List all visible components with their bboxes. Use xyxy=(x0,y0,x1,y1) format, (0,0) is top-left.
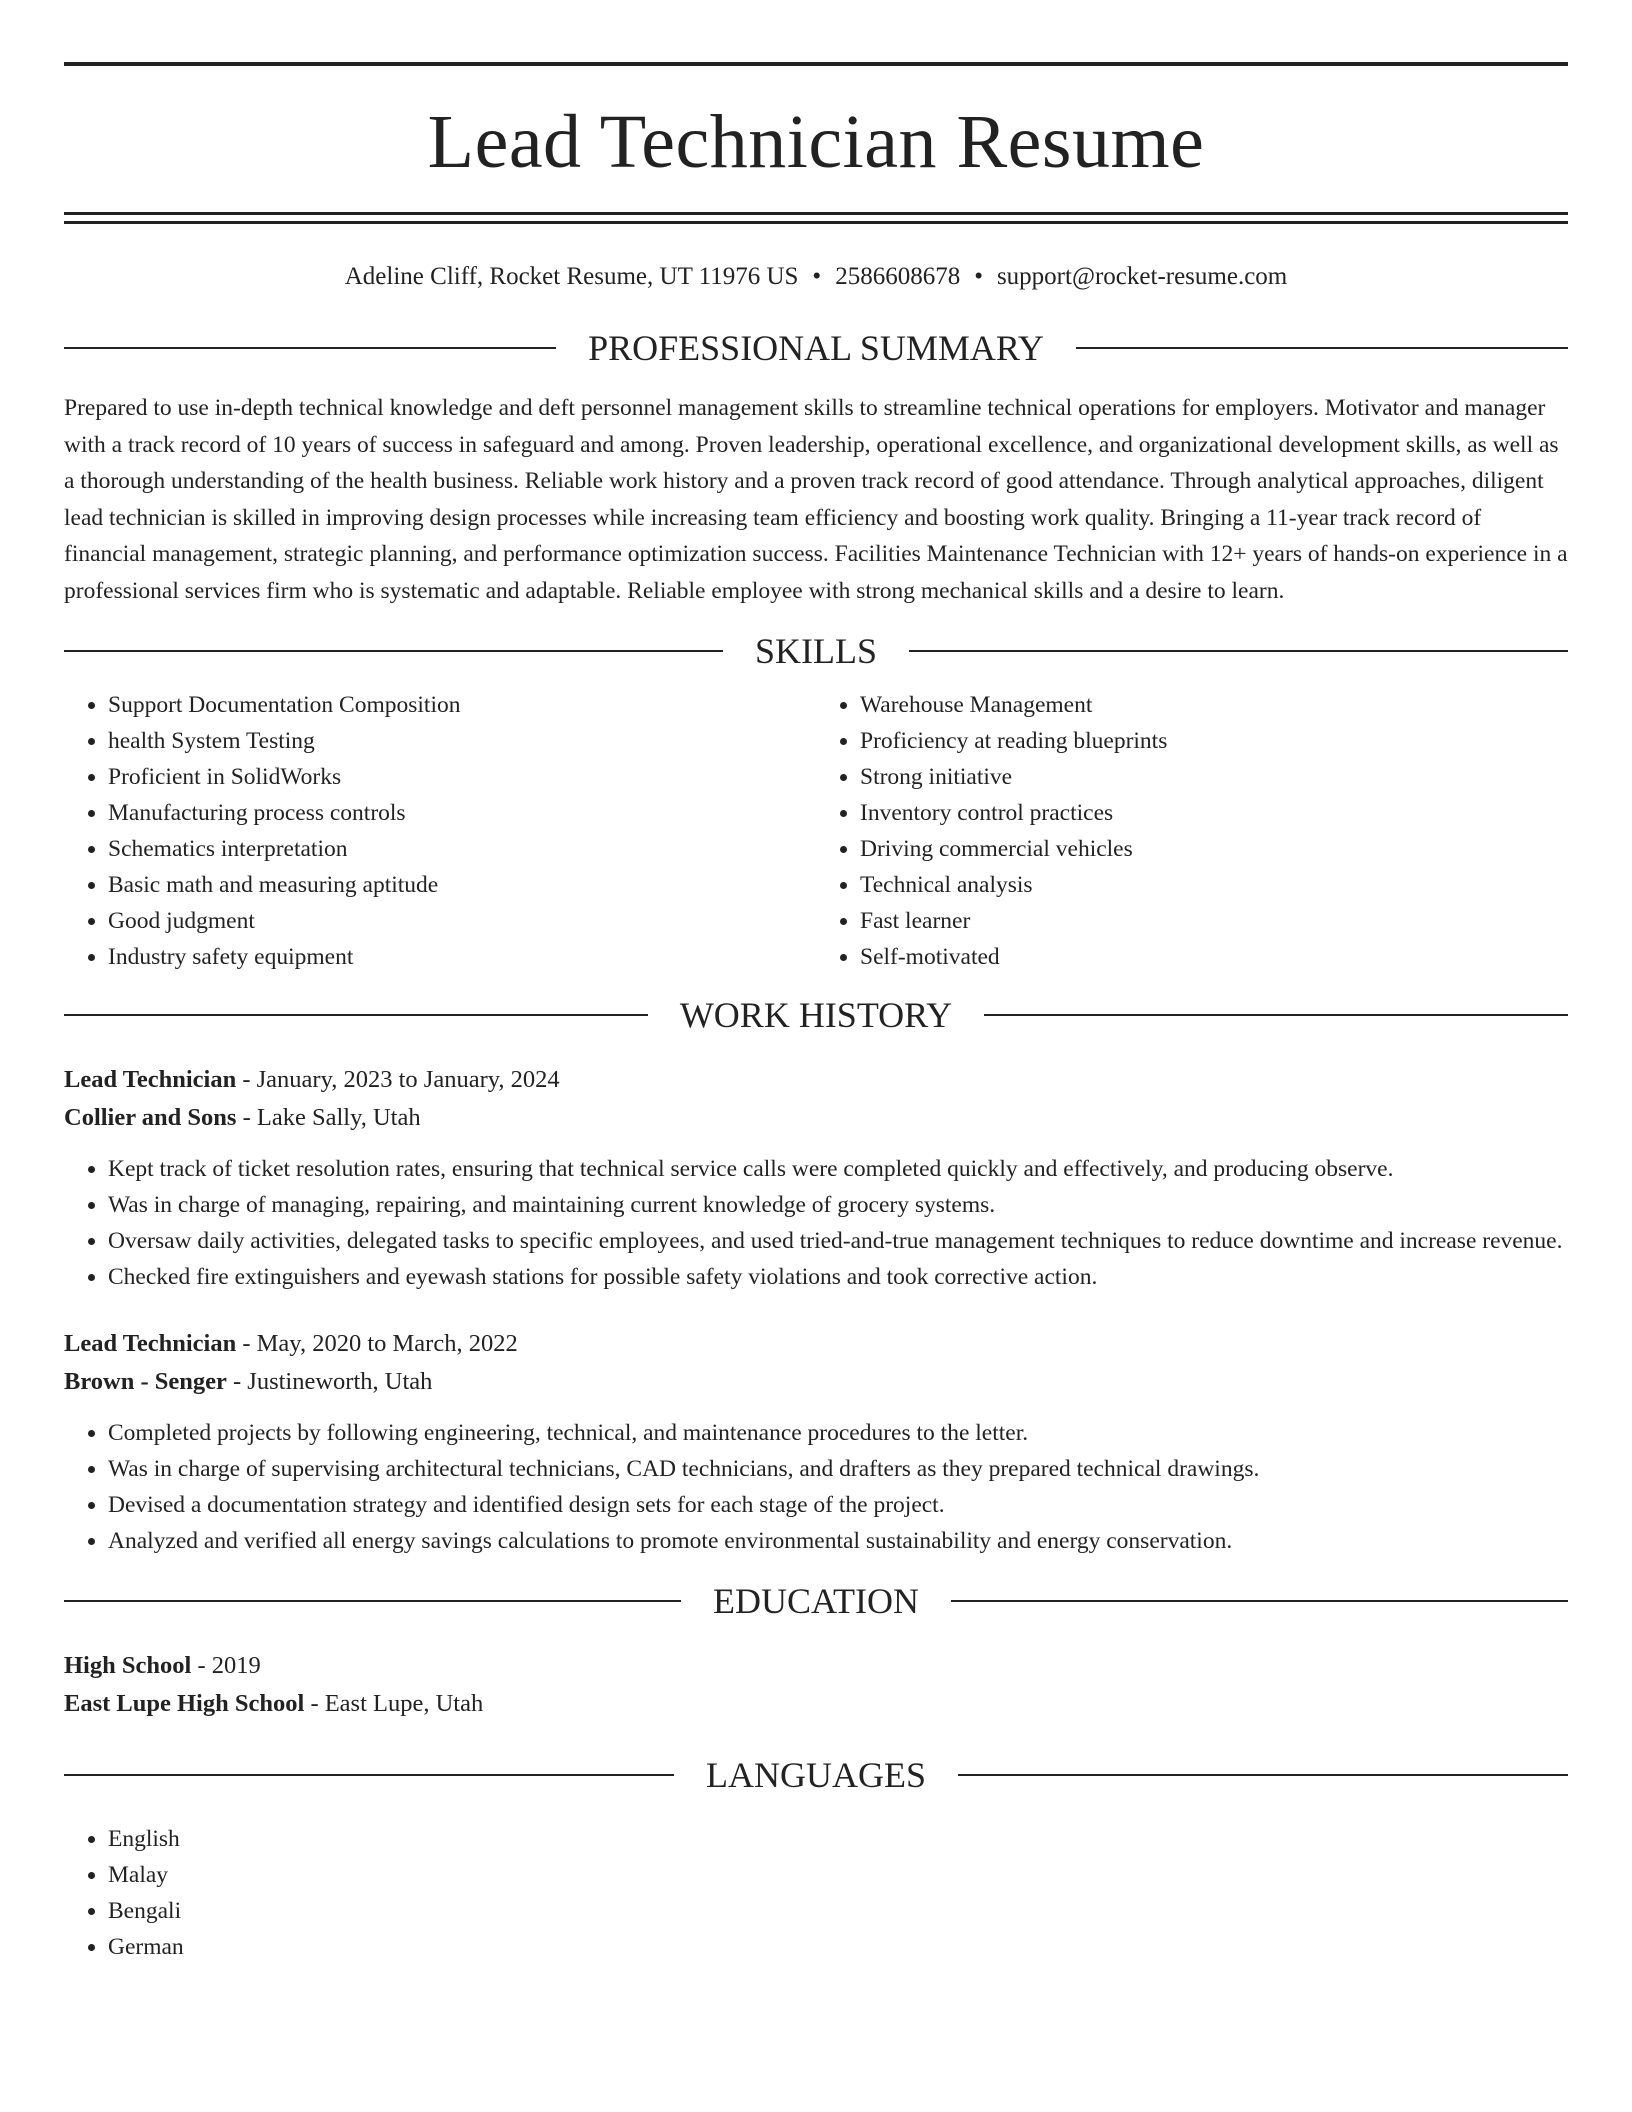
skill-item: • Industry safety equipment xyxy=(108,939,816,975)
job-dates: - January, 2023 to January, 2024 xyxy=(236,1066,560,1093)
job-bullet: • Analyzed and verified all energy savings calculations to promote environmental sustainability and energy conservation. xyxy=(108,1523,1568,1559)
skill-item: • Self-motivated xyxy=(860,939,1568,975)
skill-item: • health System Testing xyxy=(108,723,816,759)
skills-column-right xyxy=(816,687,1568,975)
job-title: Lead Technician xyxy=(64,1066,237,1093)
skill-item: • Fast learner xyxy=(860,903,1568,939)
language-item: • German xyxy=(108,1929,1568,1965)
education-school-line xyxy=(64,1685,1568,1723)
contact-phone: 2586608678 xyxy=(835,263,961,290)
heading-rule xyxy=(64,1600,681,1602)
job-company-line xyxy=(64,1099,1568,1137)
section-heading-label: SKILLS xyxy=(755,631,878,671)
job-bullet: • Was in charge of supervising architectural technicians, CAD technicians, and drafters as they prepared technical drawings. xyxy=(108,1451,1568,1487)
heading-rule xyxy=(64,650,723,652)
heading-rule xyxy=(64,1774,674,1776)
education-school: East Lupe High School xyxy=(64,1690,305,1717)
job-bullet: • Devised a documentation strategy and identified design sets for each stage of the project. xyxy=(108,1487,1568,1523)
contact-address: Adeline Cliff, Rocket Resume, UT 11976 US xyxy=(344,263,799,290)
job-title: Lead Technician xyxy=(64,1330,237,1357)
skill-item: • Basic math and measuring aptitude xyxy=(108,867,816,903)
skill-item: • Driving commercial vehicles xyxy=(860,831,1568,867)
job-bullet: • Oversaw daily activities, delegated tasks to specific employees, and used tried-and-true management techniques to reduce downtime and increase revenue. xyxy=(108,1223,1568,1259)
contact-line xyxy=(64,262,1568,292)
language-item: • Malay xyxy=(108,1857,1568,1893)
job-company: Collier and Sons xyxy=(64,1104,237,1131)
page-title: Lead Technician Resume xyxy=(427,100,1205,184)
skill-item: • Inventory control practices xyxy=(860,795,1568,831)
job-location: - Justineworth, Utah xyxy=(226,1368,433,1395)
heading-rule xyxy=(951,1600,1568,1602)
education-year: - 2019 xyxy=(191,1652,261,1679)
skills-list xyxy=(64,687,1568,975)
language-item: • English xyxy=(108,1821,1568,1857)
job-company-line xyxy=(64,1363,1568,1401)
job-dates: - May, 2020 to March, 2022 xyxy=(236,1330,518,1357)
heading-rule xyxy=(1076,347,1568,349)
top-rule xyxy=(64,62,1568,66)
job-entry xyxy=(64,1061,1568,1295)
skill-item: • Strong initiative xyxy=(860,759,1568,795)
job-bullet: • Completed projects by following engineering, technical, and maintenance procedures to the letter. xyxy=(108,1415,1568,1451)
job-location: - Lake Sally, Utah xyxy=(236,1104,421,1131)
section-heading-label: EDUCATION xyxy=(713,1581,919,1621)
title-double-rule xyxy=(64,212,1568,224)
skill-item: • Technical analysis xyxy=(860,867,1568,903)
job-company: Brown - Senger xyxy=(64,1368,227,1395)
section-heading-skills xyxy=(64,633,1568,669)
skill-item: • Proficient in SolidWorks xyxy=(108,759,816,795)
heading-rule xyxy=(909,650,1568,652)
job-bullet-list xyxy=(64,1151,1568,1295)
education-degree: High School xyxy=(64,1652,192,1679)
job-bullet: • Checked fire extinguishers and eyewash stations for possible safety violations and took corrective action. xyxy=(108,1259,1568,1295)
section-heading-education xyxy=(64,1583,1568,1619)
section-heading-label: LANGUAGES xyxy=(706,1755,926,1795)
section-heading-label: PROFESSIONAL SUMMARY xyxy=(588,328,1044,368)
section-heading-work-history xyxy=(64,997,1568,1033)
skill-item: • Warehouse Management xyxy=(860,687,1568,723)
contact-email[interactable]: support@rocket-resume.com xyxy=(996,263,1288,290)
job-title-line xyxy=(64,1061,1568,1099)
job-bullet: • Was in charge of managing, repairing, and maintaining current knowledge of grocery systems. xyxy=(108,1187,1568,1223)
education-degree-line xyxy=(64,1647,1568,1685)
skill-item: • Support Documentation Composition xyxy=(108,687,816,723)
education-location: - East Lupe, Utah xyxy=(304,1690,484,1717)
contact-separator: • xyxy=(812,263,822,290)
heading-rule xyxy=(958,1774,1568,1776)
skill-item: • Manufacturing process controls xyxy=(108,795,816,831)
job-bullet-list xyxy=(64,1415,1568,1559)
section-heading-label: WORK HISTORY xyxy=(679,995,953,1035)
heading-rule xyxy=(984,1014,1568,1016)
section-heading-languages xyxy=(64,1757,1568,1793)
language-item: • Bengali xyxy=(108,1893,1568,1929)
summary-text: Prepared to use in-depth technical knowledge and deft personnel management skills to streamline technical operations for employers. Motivator and manager with a track record of 10 years of success in safeguard and among. Proven leadership, operational excellence, and organizational development skills, as well as a thorough understanding of the health business. Reliable work history and a proven track record of good attendance. Through analytical approaches, diligent lead technician is skilled in improving design processes while increasing team efficiency and boosting work quality. Bringing a 11-year track record of financial management, strategic planning, and performance optimization success. Facilities Maintenance Technician with 12+ years of hands-on experience in a professional services firm who is systematic and adaptable. Reliable employee with strong mechanical skills and a desire to learn. xyxy=(64,395,1568,604)
job-entry xyxy=(64,1325,1568,1559)
contact-separator: • xyxy=(974,263,983,290)
skill-item: • Schematics interpretation xyxy=(108,831,816,867)
languages-list xyxy=(64,1821,1568,1965)
education-entry xyxy=(64,1647,1568,1723)
section-heading-summary xyxy=(64,330,1568,366)
skills-column-left xyxy=(64,687,816,975)
job-bullet: • Kept track of ticket resolution rates, ensuring that technical service calls were completed quickly and effectively, and producing observe. xyxy=(108,1151,1568,1187)
heading-rule xyxy=(64,1014,648,1016)
job-title-line xyxy=(64,1325,1568,1363)
heading-rule xyxy=(64,347,556,349)
skill-item: • Good judgment xyxy=(108,903,816,939)
skill-item: • Proficiency at reading blueprints xyxy=(860,723,1568,759)
